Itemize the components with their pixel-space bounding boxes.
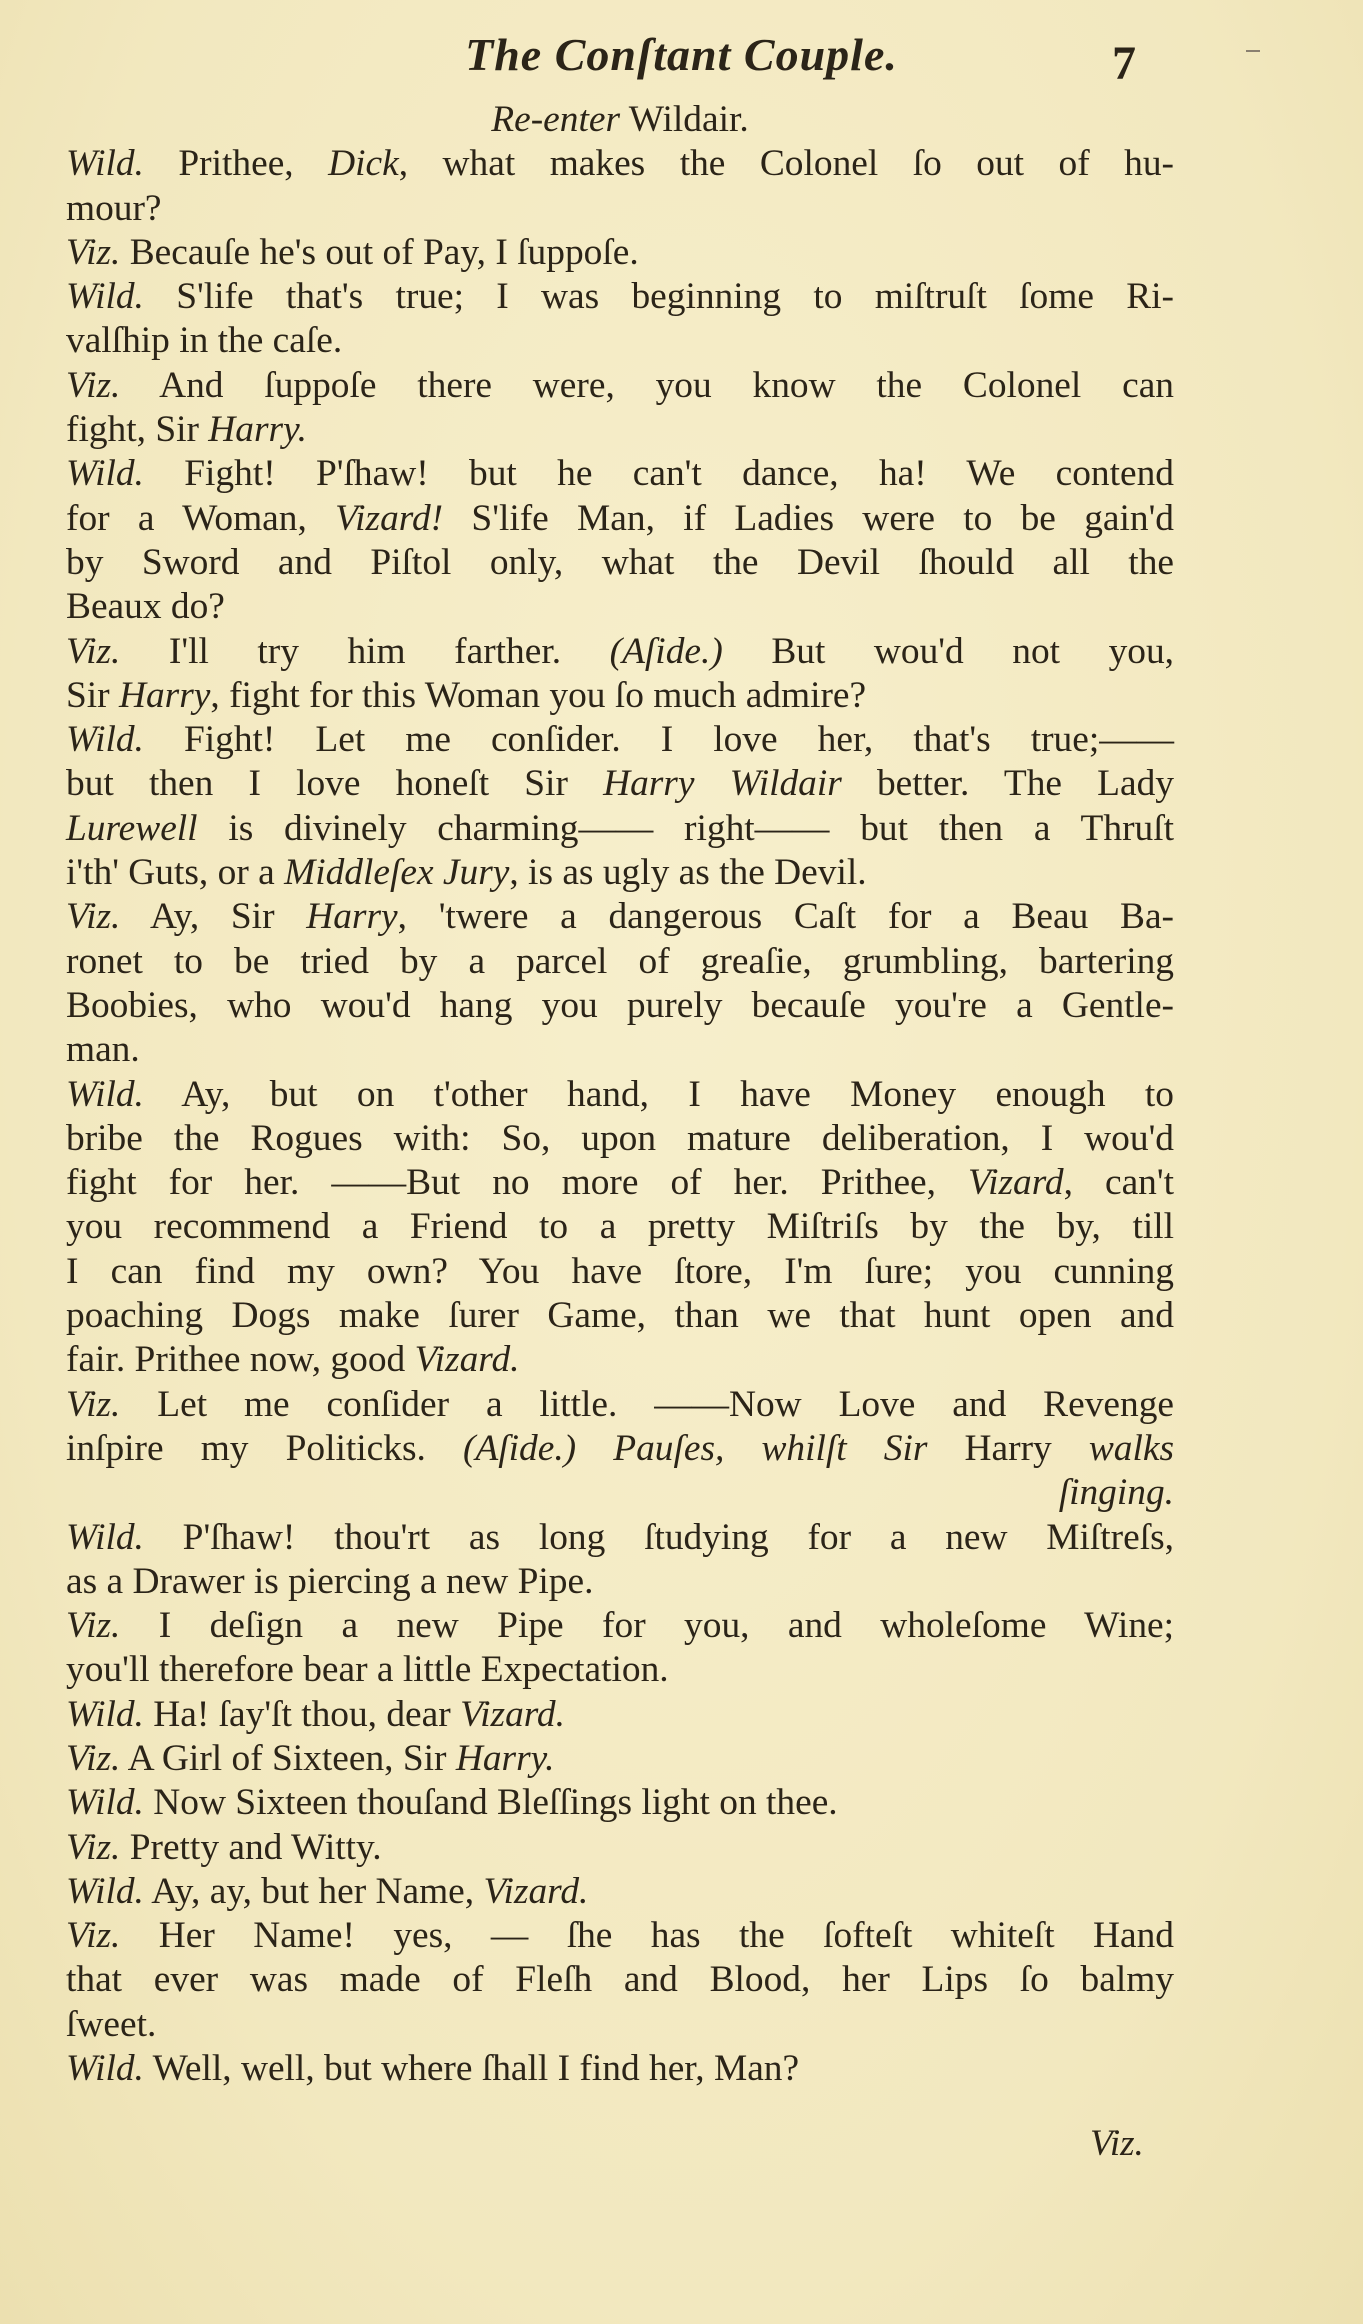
play-text-body [66,98,1174,2091]
text-line [66,1826,1174,1870]
italic-text: Harry. [455,1737,555,1779]
text-line [66,718,1174,762]
stage-direction [66,98,1174,142]
speaker-name: Viz. [66,1737,121,1779]
line-text: for a Woman, [66,497,336,539]
text-line [66,1693,1174,1737]
line-text: is divinely charming—— right—— but then a Thruſt [197,807,1174,849]
text-line [66,1250,1174,1294]
line-text: inſpire my Politicks. [66,1427,463,1469]
running-header-title: The Conſtant Couple. [465,29,898,80]
line-text: mour? [66,187,162,229]
text-line [66,1383,1174,1427]
line-text: bribe the Rogues with: So, upon mature deliberation, I wou'd [66,1117,1174,1159]
line-text: , is as ugly as the Devil. [509,852,867,894]
line-text: I deſign a new Pipe for you, and wholeſome Wine; [120,1605,1174,1647]
line-text: Boobies, who wou'd hang you purely becauſe you're a Gentle- [66,984,1174,1026]
line-text: you recommend a Friend to a pretty Miſtriſs by the by, till [66,1206,1174,1248]
line-text: Ay, ay, but her Name, [143,1870,484,1912]
line-text: , fight for this Woman you ſo much admire? [210,674,867,716]
line-text: poaching Dogs make ſurer Game, than we that hunt open and [66,1295,1174,1337]
line-text: P'ſhaw! thou'rt as long ſtudying for a new Miſtreſs, [143,1516,1174,1558]
italic-text: Vizard. [483,1870,589,1912]
line-text: And ſuppoſe there were, you know the Colonel can [120,364,1174,406]
italic-text: (Aſide.) [609,630,723,672]
text-line [66,1870,1174,1914]
line-text: ſweet. [66,2003,157,2045]
line-text: A Girl of Sixteen, Sir [120,1737,456,1779]
speaker-name: Wild. [66,1073,144,1115]
line-text: but then I love honeſt Sir [66,763,604,805]
text-line [66,762,1174,806]
speaker-name: Wild. [66,276,144,318]
italic-text: Vizard [968,1162,1064,1204]
text-line [66,275,1174,319]
text-line [66,541,1174,585]
line-text: Sir [66,674,119,716]
text-line [66,1427,1174,1471]
speaker-name: Viz. [66,1383,121,1425]
text-line [66,940,1174,984]
text-line [66,1338,1174,1382]
speaker-name: Viz. [66,231,121,273]
line-text: Ha! ſay'ſt thou, dear [143,1693,461,1735]
line-text: Beaux do? [66,586,225,628]
text-line [66,1914,1174,1958]
text-line [66,585,1174,629]
line-text: valſhip in the caſe. [66,320,343,362]
text-line [66,1604,1174,1648]
line-text: Fight! P'ſhaw! but he can't dance, ha! We contend [143,453,1174,495]
line-text: Ay, but on t'other hand, I have Money enough to [143,1073,1174,1115]
text-line [66,2003,1174,2047]
line-text: But wou'd not you, [722,630,1174,672]
line-text: , what makes the Colonel ſo out of hu- [398,143,1175,185]
line-text: you'll therefore bear a little Expectation. [66,1649,669,1691]
italic-text: Harry [118,674,211,716]
line-text: Prithee, [143,143,329,185]
stage-direction-prefix: Re-enter [491,99,621,140]
margin-mark [1246,50,1260,52]
text-line [66,984,1174,1028]
speaker-name: Wild. [66,2048,144,2090]
line-text: S'life Man, if Ladies were to be gain'd [443,497,1175,539]
text-line [66,1073,1174,1117]
italic-text: Vizard! [335,497,444,539]
text-line [66,408,1174,452]
text-line [66,1471,1174,1515]
line-text: Fight! Let me conſider. I love her, that's true;—— [143,719,1174,761]
line-text: I can find my own? You have ſtore, I'm ſure; you cunning [66,1250,1174,1292]
text-line [66,364,1174,408]
line-text: I'll try him farther. [120,630,610,672]
line-text: man. [66,1029,140,1071]
stage-direction-name: Wildair. [628,99,749,140]
italic-text: Harry Wildair [603,763,842,805]
italic-text: Lurewell [66,807,198,849]
page-number: 7 [1112,37,1136,90]
speaker-name: Viz. [66,364,121,406]
text-line [66,895,1174,939]
line-text: , can't [1063,1162,1174,1204]
italic-text: ſinging. [1058,1472,1174,1514]
speaker-name: Wild. [66,143,144,185]
line-text: Now Sixteen thouſand Bleſſings light on thee. [143,1782,838,1824]
line-text: Her Name! yes, — ſhe has the ſofteſt whiteſt Hand [120,1915,1174,1957]
line-text: Ay, Sir [120,896,307,938]
text-line [66,807,1174,851]
line-text: Pretty and Witty. [120,1826,382,1868]
italic-text: Vizard. [460,1693,565,1735]
speaker-name: Viz. [66,1826,121,1868]
line-text: S'life that's true; I was beginning to miſtruſt ſome Ri- [143,276,1174,318]
text-line [66,142,1174,186]
catchword: Viz. [1090,2123,1144,2164]
line-text: Let me conſider a little. ——Now Love and Revenge [120,1383,1174,1425]
text-line [66,1161,1174,1205]
line-text: that ever was made of Fleſh and Blood, her Lips ſo balmy [66,1959,1174,2001]
line-text: Becauſe he's out of Pay, I ſuppoſe. [120,231,639,273]
line-text: fight for her. ——But no more of her. Prithee, [66,1162,969,1204]
text-line [66,674,1174,718]
italic-text: Harry [306,896,398,938]
italic-text: Middleſex Jury [284,852,510,894]
line-text: Well, well, but where ſhall I find her, Man? [143,2048,800,2090]
italic-text: Dick [328,143,399,185]
speaker-name: Wild. [66,453,144,495]
text-line [66,497,1174,541]
speaker-name: Wild. [66,1516,144,1558]
text-line [66,319,1174,363]
italic-text: (Aſide.) Pauſes, whilſt Sir [462,1427,965,1469]
text-line [66,1958,1174,2002]
speaker-name: Viz. [66,630,121,672]
line-text: fair. Prithee now, good [66,1339,415,1381]
text-line [66,1028,1174,1072]
line-text: as a Drawer is piercing a new Pipe. [66,1560,594,1602]
text-line [66,1737,1174,1781]
speaker-name: Wild. [66,1693,144,1735]
text-line [66,630,1174,674]
italic-text: Harry. [208,409,307,451]
text-line [66,1648,1174,1692]
text-line [66,851,1174,895]
speaker-name: Wild. [66,719,144,761]
speaker-name: Wild. [66,1870,144,1912]
line-text: ronet to be tried by a parcel of greaſie, grumbling, bartering [66,940,1174,982]
line-text: Harry [964,1427,1089,1469]
text-line [66,1560,1174,1604]
speaker-name: Wild. [66,1782,144,1824]
text-line [66,1516,1174,1560]
italic-text: walks [1088,1427,1174,1469]
text-line [66,452,1174,496]
speaker-name: Viz. [66,896,121,938]
text-line [66,1117,1174,1161]
speaker-name: Viz. [66,1605,121,1647]
text-line [66,231,1174,275]
line-text: better. The Lady [841,763,1174,805]
text-line [66,1205,1174,1249]
text-line [66,2047,1174,2091]
line-text: by Sword and Piſtol only, what the Devil ſhould all the [66,541,1174,583]
text-line [66,187,1174,231]
line-text: , 'twere a dangerous Caſt for a Beau Ba- [397,896,1174,938]
line-text: i'th' Guts, or a [66,852,285,894]
text-line [66,1294,1174,1338]
text-line [66,1781,1174,1825]
speaker-name: Viz. [66,1915,121,1957]
line-text: fight, Sir [66,409,209,451]
italic-text: Vizard. [414,1339,520,1381]
